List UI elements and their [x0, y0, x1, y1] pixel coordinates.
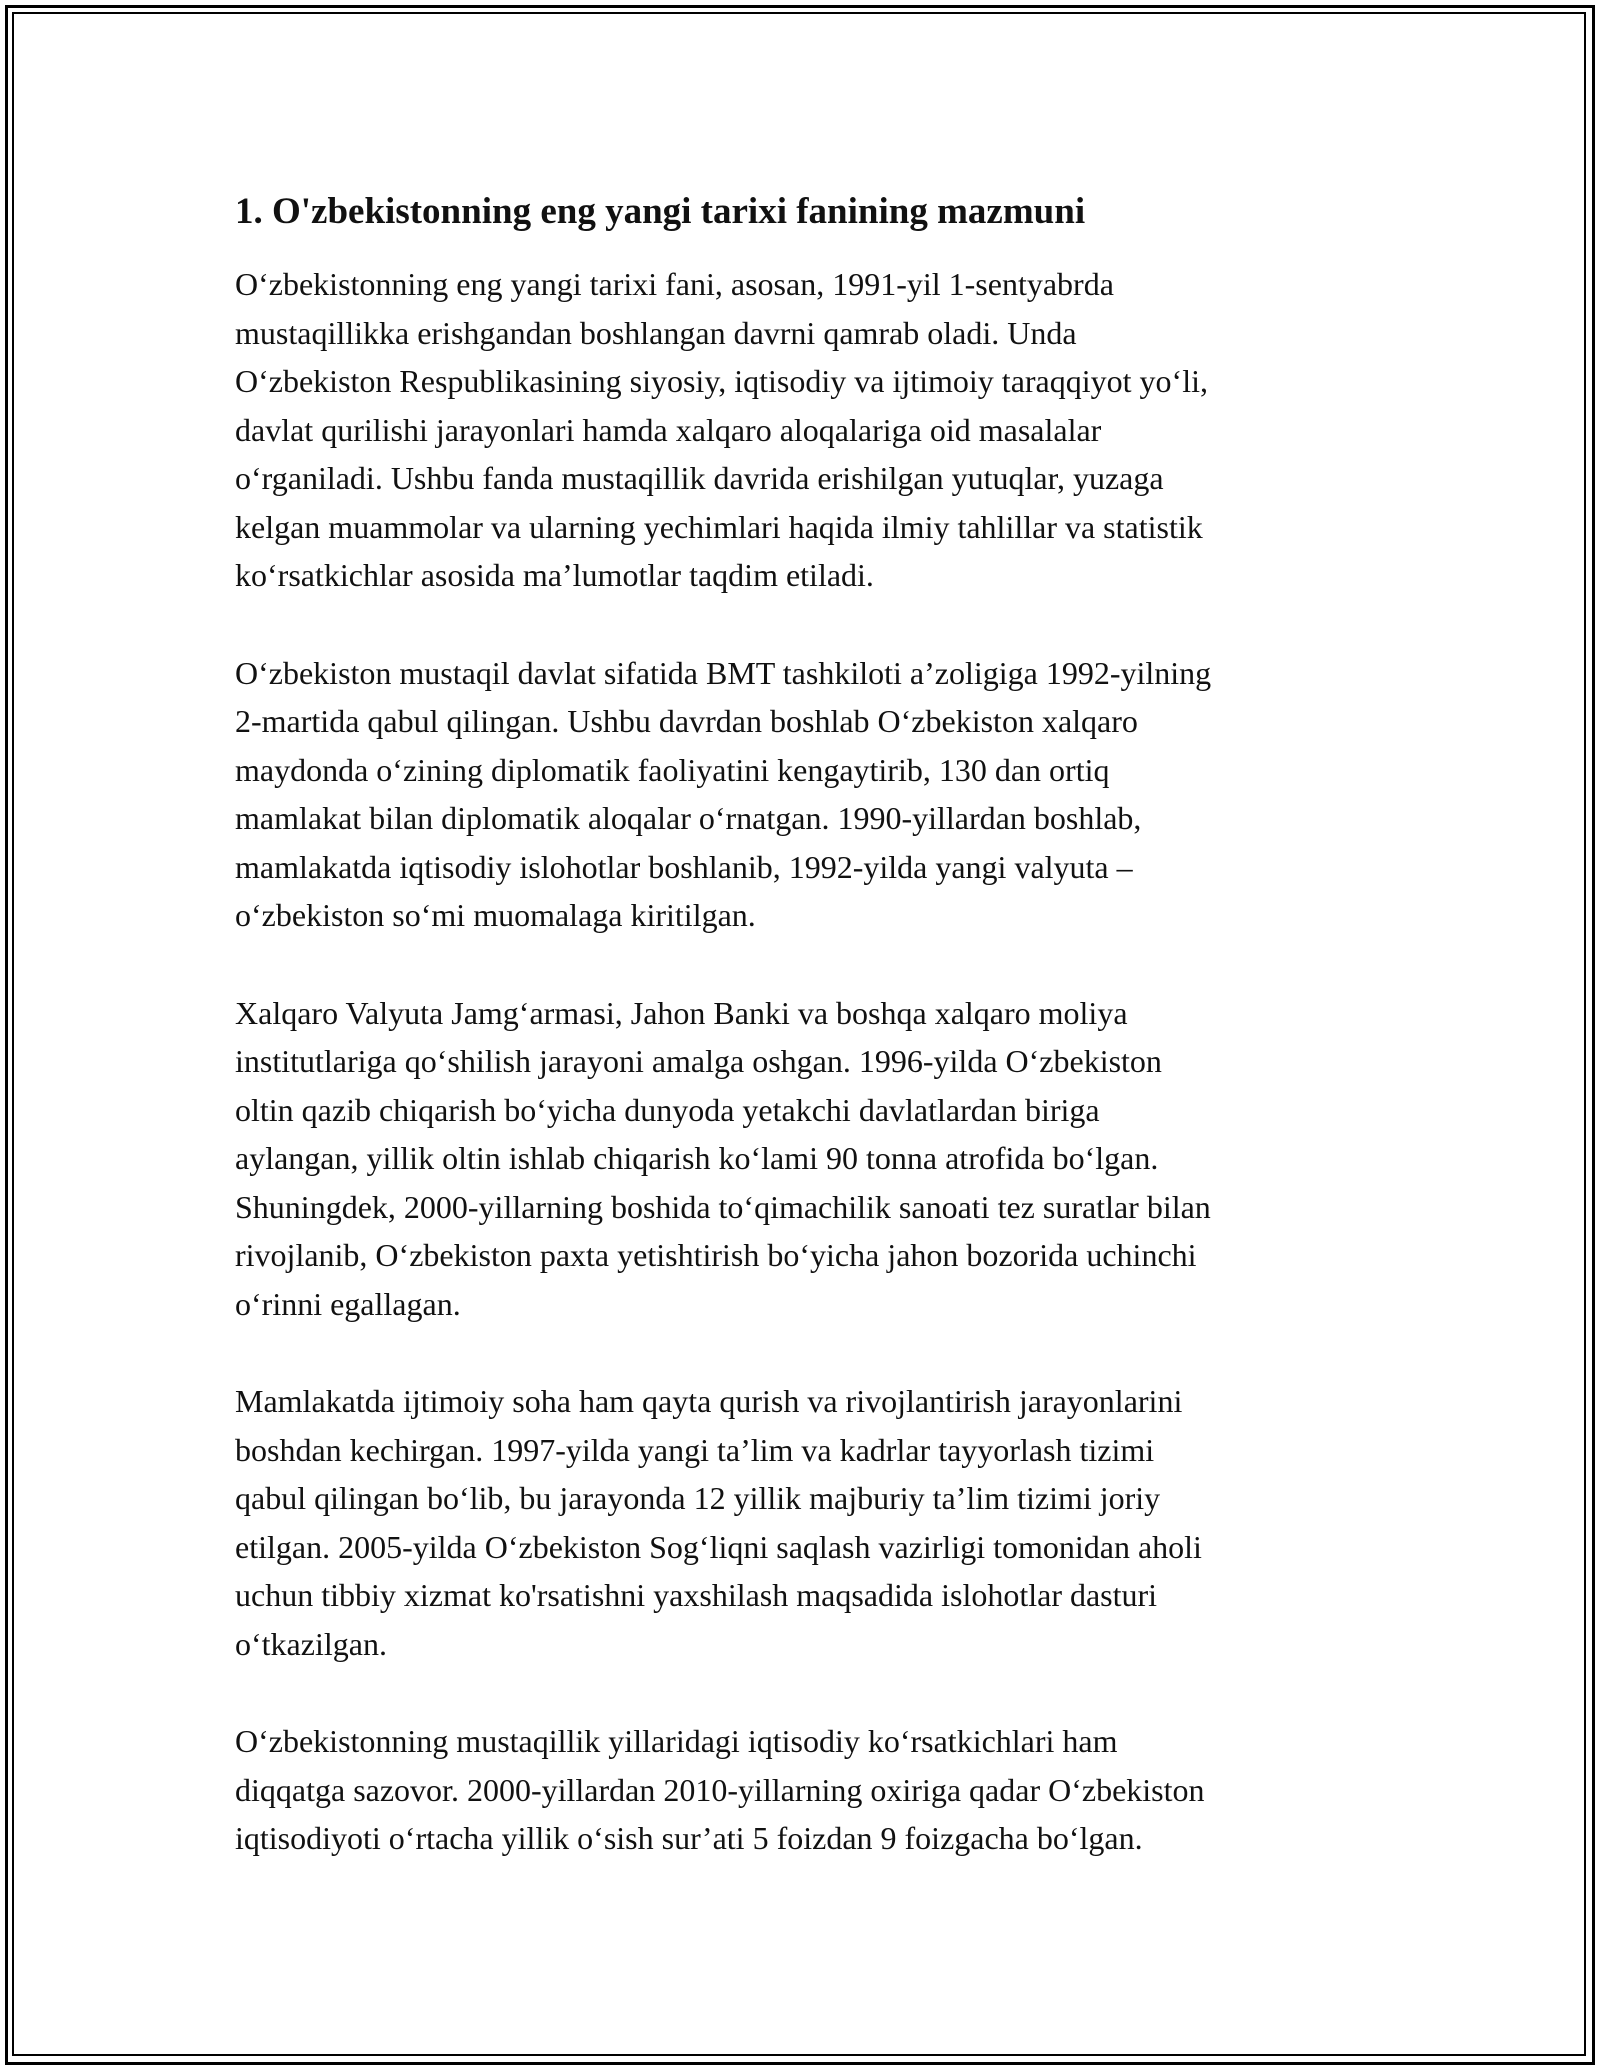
text-line: mamlakat bilan diplomatik aloqalar o‘rnatgan. 1990-yillardan boshlab, — [235, 800, 1142, 836]
document-body — [235, 188, 1365, 1912]
text-line: O‘zbekistonning eng yangi tarixi fani, asosan, 1991-yil 1-sentyabrda — [235, 266, 1114, 302]
text-line: Xalqaro Valyuta Jamg‘armasi, Jahon Banki va boshqa xalqaro moliya — [235, 994, 1128, 1031]
text-line: rivojlanib, O‘zbekiston paxta yetishtirish bo‘yicha jahon bozorida uchinchi — [235, 1237, 1197, 1273]
text-line: etilgan. 2005-yilda O‘zbekiston Sog‘liqni saqlash vazirligi tomonidan aholi — [235, 1528, 1202, 1565]
text-line: mamlakatda iqtisodiy islohotlar boshlanib, 1992-yilda yangi valyuta – — [235, 848, 1133, 885]
text-line: boshdan kechirgan. 1997-yilda yangi ta’lim va kadrlar tayyorlash tizimi — [235, 1431, 1155, 1468]
text-line: kelgan muammolar va ularning yechimlari haqida ilmiy tahlillar va statistik — [235, 508, 1203, 545]
text-line: maydonda o‘zining diplomatik faoliyatini kengaytirib, 130 dan ortiq — [235, 751, 1110, 788]
paragraph-2 — [235, 649, 1365, 940]
text-line: Shuningdek, 2000-yillarning boshida to‘qimachilik sanoati tez suratlar bilan — [235, 1188, 1211, 1225]
text-line: diqqatga sazovor. 2000-yillardan 2010-yillarning oxiriga qadar O‘zbekiston — [235, 1771, 1205, 1808]
text-line: uchun tibbiy xizmat ko'rsatishni yaxshilash maqsadida islohotlar dasturi — [235, 1577, 1158, 1613]
text-line: o‘tkazilgan. — [235, 1625, 387, 1662]
paragraph-3 — [235, 989, 1365, 1329]
text-line: Mamlakatda ijtimoiy soha ham qayta qurish va rivojlantirish jarayonlarini — [235, 1383, 1183, 1419]
page-title: 1. O'zbekistonning eng yangi tarixi fanining mazmuni — [235, 191, 1086, 232]
text-line: mustaqillikka erishgandan boshlangan davrni qamrab oladi. Unda — [235, 314, 1077, 351]
text-line: davlat qurilishi jarayonlari hamda xalqaro aloqalariga oid masalalar — [235, 411, 1102, 448]
text-line: O‘zbekiston mustaqil davlat sifatida BMT tashkiloti a’zoligiga 1992-yilning — [235, 654, 1212, 691]
text-line: aylangan, yillik oltin ishlab chiqarish ko‘lami 90 tonna atrofida bo‘lgan. — [235, 1140, 1159, 1176]
text-line: 2-martida qabul qilingan. Ushbu davrdan boshlab O‘zbekiston xalqaro — [235, 703, 1138, 739]
paragraph-1 — [235, 260, 1365, 600]
text-line: o‘rinni egallagan. — [235, 1285, 461, 1322]
text-line: o‘zbekiston so‘mi muomalaga kiritilgan. — [235, 897, 756, 933]
paragraph-list — [235, 260, 1365, 1863]
text-line: iqtisodiyoti o‘rtacha yillik o‘sish sur’ati 5 foizdan 9 foizgacha bo‘lgan. — [235, 1820, 1143, 1856]
paragraph-4 — [235, 1377, 1365, 1668]
text-line: o‘rganiladi. Ushbu fanda mustaqillik davrida erishilgan yutuqlar, yuzaga — [235, 460, 1164, 496]
paragraph-5 — [235, 1717, 1365, 1863]
text-line: oltin qazib chiqarish bo‘yicha dunyoda yetakchi davlatlardan biriga — [235, 1091, 1100, 1128]
text-line: ko‘rsatkichlar asosida ma’lumotlar taqdim etiladi. — [235, 557, 874, 593]
text-line: O‘zbekistonning mustaqillik yillaridagi iqtisodiy ko‘rsatkichlari ham — [235, 1723, 1118, 1759]
text-line: O‘zbekiston Respublikasining siyosiy, iqtisodiy va ijtimoiy taraqqiyot yo‘li, — [235, 363, 1208, 399]
text-line: qabul qilingan bo‘lib, bu jarayonda 12 yillik majburiy ta’lim tizimi joriy — [235, 1480, 1161, 1516]
text-line: institutlariga qo‘shilish jarayoni amalga oshgan. 1996-yilda O‘zbekiston — [235, 1043, 1162, 1079]
